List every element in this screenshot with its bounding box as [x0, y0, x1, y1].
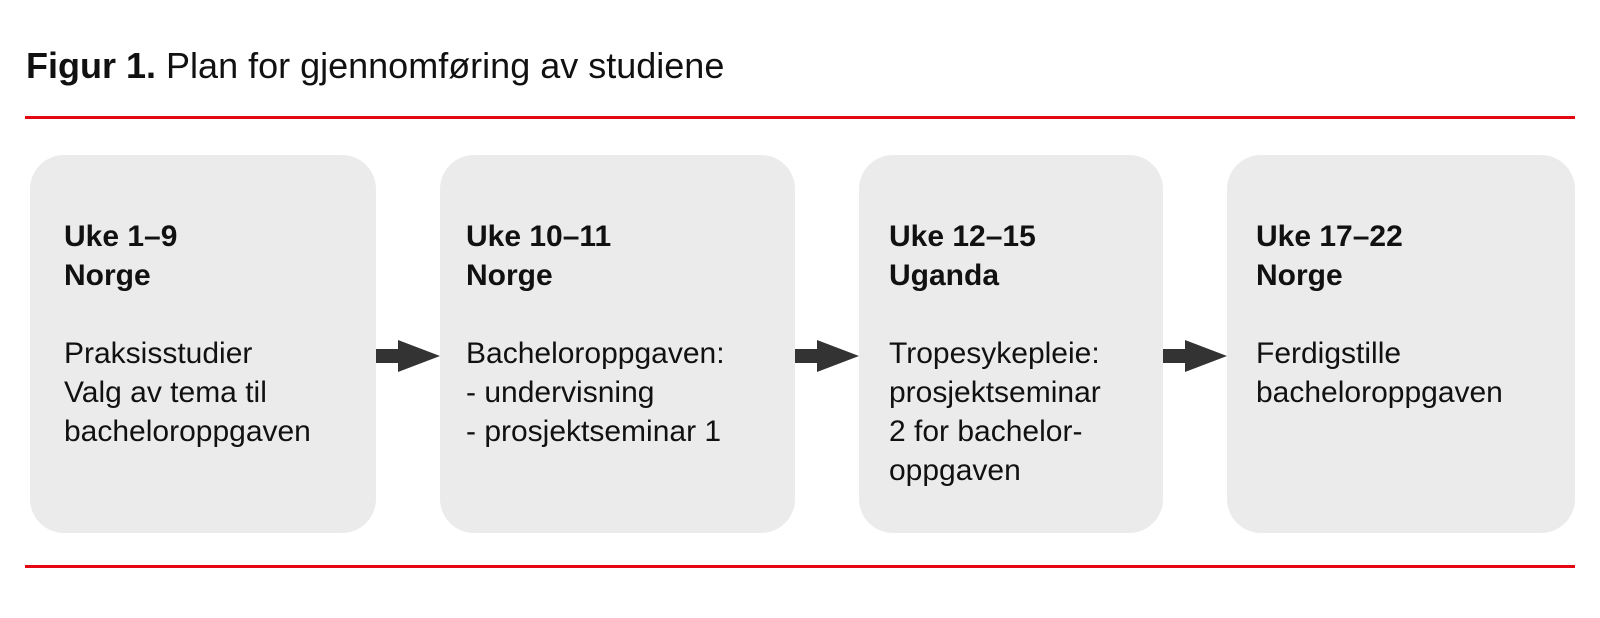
figure-caption: Plan for gjennomføring av studiene [166, 45, 725, 86]
step-line: Valg av tema til [64, 376, 267, 409]
step-weeks: Uke 10–11 [466, 220, 612, 253]
step-description [1256, 334, 1575, 412]
step-line: - undervisning [466, 376, 655, 409]
step-line: bacheloroppgaven [64, 415, 311, 448]
bottom-divider [25, 565, 1575, 568]
step-weeks: Uke 17–22 [1256, 220, 1403, 253]
step-place: Norge [466, 259, 553, 292]
step-heading [466, 217, 795, 295]
step-box-3 [859, 155, 1163, 533]
step-line: Praksisstudier [64, 337, 253, 370]
figure-title [26, 40, 724, 92]
step-heading [1256, 217, 1575, 295]
step-place: Norge [64, 259, 151, 292]
step-line: - prosjektseminar 1 [466, 415, 722, 448]
step-description [64, 334, 376, 451]
arrow-right-icon [1163, 338, 1227, 374]
step-box-4 [1227, 155, 1575, 533]
step-heading [889, 217, 1163, 295]
step-line: 2 for bachelor- [889, 415, 1083, 448]
figure-label: Figur 1. [26, 45, 157, 86]
step-box-1 [30, 155, 376, 533]
step-weeks: Uke 1–9 [64, 220, 178, 253]
step-line: Tropesykepleie: [889, 337, 1100, 370]
step-description [889, 334, 1163, 490]
top-divider [25, 116, 1575, 119]
step-line: oppgaven [889, 454, 1021, 487]
step-place: Uganda [889, 259, 1000, 292]
step-heading [64, 217, 376, 295]
step-description [466, 334, 795, 451]
step-place: Norge [1256, 259, 1343, 292]
arrow-right-icon [795, 338, 859, 374]
step-line: bacheloroppgaven [1256, 376, 1503, 409]
step-box-2 [440, 155, 795, 533]
step-line: prosjektseminar [889, 376, 1101, 409]
step-line: Ferdigstille [1256, 337, 1402, 370]
step-line: Bacheloroppgaven: [466, 337, 725, 370]
arrow-right-icon [376, 338, 440, 374]
step-weeks: Uke 12–15 [889, 220, 1036, 253]
